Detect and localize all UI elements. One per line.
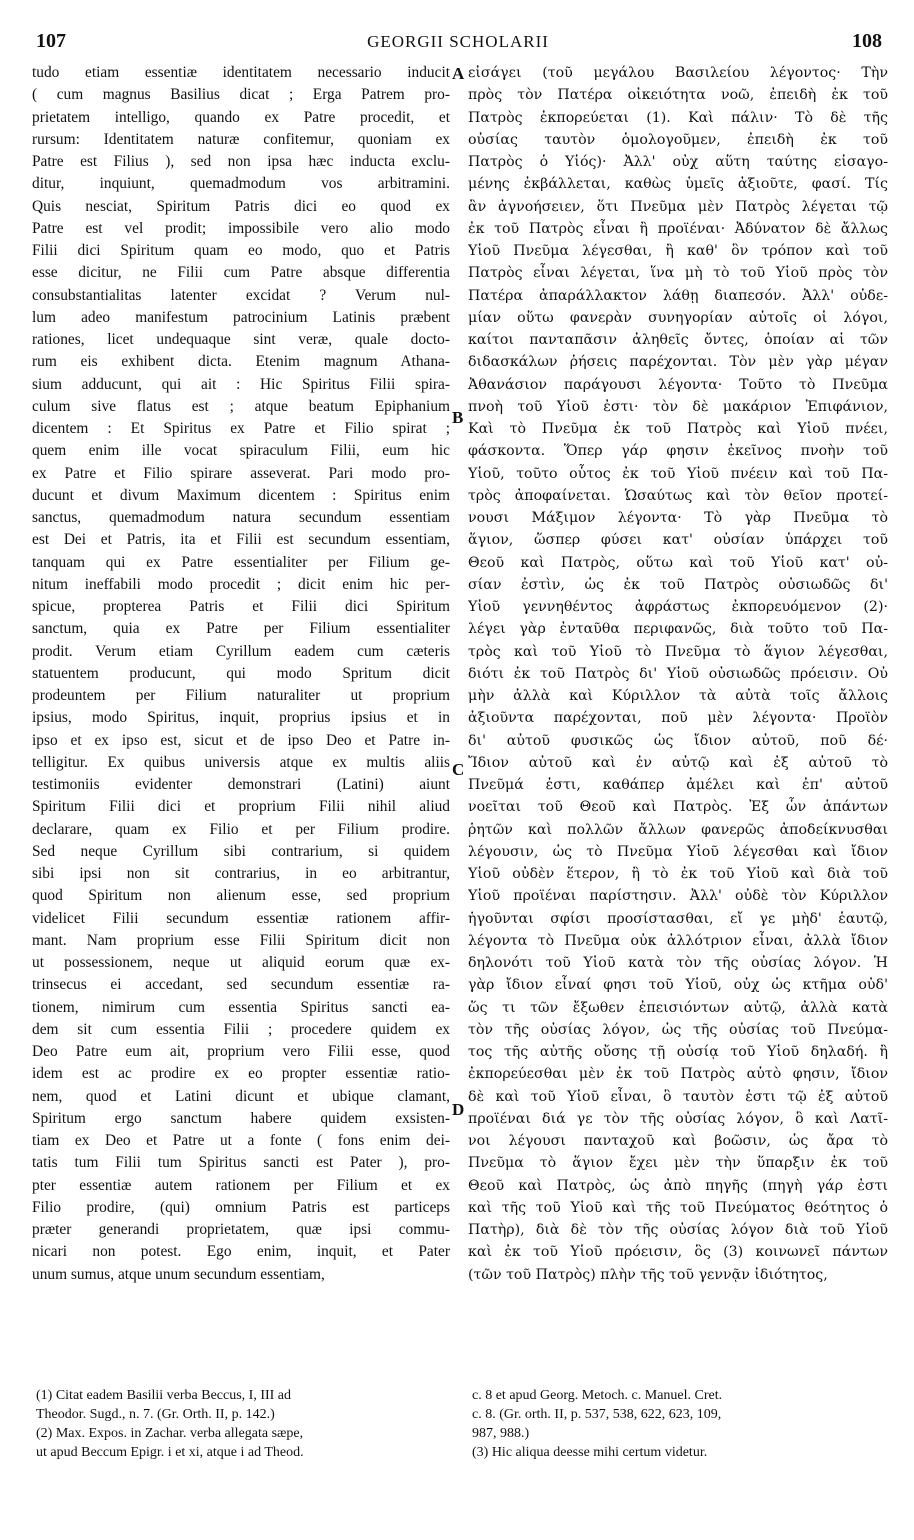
footnote-line: c. 8 et apud Georg. Metoch. c. Manuel. Cret. (472, 1388, 723, 1403)
text-line: Πνεῦμά ἐστι, καθάπερ ἀμέλει καὶ ἐπ' αὐτοῦ (468, 777, 888, 793)
text-line: idem est ac prodire ex eo propter essentiæ ratio- (32, 1065, 450, 1083)
text-line: prodit. Verum etiam Cyrillum eadem cum cæteris (32, 642, 450, 660)
text-line: ῥητῶν καὶ πολλῶν ἄλλων φανερῶς ἀποδείκνυσθαι (468, 821, 888, 838)
text-line: ut possessionem, neque ut aliquid eorum quæ ex- (32, 954, 450, 971)
text-line: præter generandi proprietatem, quæ ipsi commu- (32, 1221, 450, 1238)
text-line: Spiritum Filii dici et proprium Filii nihil aliud (32, 798, 450, 816)
text-line: tatis tum Filii tum Spiritus sancti est Pater ), pro- (32, 1154, 450, 1172)
text-line: Quis nesciat, Spiritum Patris dici eo quod ex (32, 197, 450, 215)
text-line: Υἱοῦ προϊέναι παρίστησιν. Ἀλλ' οὐδὲ τὸν Κύριλλον (468, 888, 888, 905)
footnotes-right (472, 1386, 888, 1462)
text-line: μένης ἐκβάλλεται, καθὼς ὑμεῖς ἀξιοῦτε, φασί. Τίς (468, 176, 888, 193)
text-line: quod Spiritum non alienum esse, sed proprium (32, 887, 450, 905)
greek-column (468, 62, 888, 1286)
text-line: prodeuntem per Filium naturaliter ut proprium (32, 687, 450, 704)
text-line: Πατρὸς ὁ Υἱός)· Ἀλλ' οὐχ αὕτη ταύτης εἰσαγο- (468, 154, 888, 170)
text-line: (τῶν τοῦ Πατρὸς) πλὴν τῆς τοῦ γεννᾷν ἰδιότητος, (468, 1266, 828, 1283)
margin-marker-a: A (452, 64, 465, 83)
footnote-line: c. 8. (Gr. orth. II, p. 537, 538, 622, 623, 109, (472, 1407, 722, 1422)
text-line: ἐκ τοῦ Πατρὸς εἶναι ἢ προϊέναι· Ἀδύνατον δὲ ἄλλως (468, 220, 888, 237)
text-line: μὴν ἀλλὰ καὶ Κύριλλον τὰ αὐτὰ τοῖς ἄλλοις (468, 688, 888, 704)
text-line: Filii dici Spiritum quam eo modo, quo et Patris (32, 242, 450, 259)
text-line: ditur, inquiunt, quemadmodum vos arbitramini. (32, 175, 450, 193)
text-line: Patre est vel prodit; impossibile vero alio modo (32, 219, 450, 237)
footnote-line: Theodor. Sugd., n. 7. (Gr. Orth. II, p. 142.) (36, 1407, 275, 1422)
text-line: tanquam qui ex Patre essentialiter per Filium ge- (32, 553, 450, 571)
text-line: Πατρὸς εἶναι λέγεται, ἵνα μὴ τὸ τοῦ Υἱοῦ πρὸς τὸν (468, 265, 888, 282)
margin-marker-c: C (452, 760, 465, 779)
text-line: ipso et ex ipso est, sicut et de ipso Deo et Patre in- (32, 731, 450, 749)
text-line: Filio prodire, (qui) omnium Patris est particeps (32, 1198, 450, 1216)
text-line: Patre est Filius ), sed non ipsa hæc inducta exclu- (32, 153, 450, 170)
text-line: ἅγιον, ὥσπερ φύσει κατ' οὐσίαν ὑπάρχει τοῦ (468, 532, 888, 549)
page-number-right: 108 (852, 30, 882, 52)
text-line: Θεοῦ καὶ Πατρὸς, οὕτω καὶ τοῦ Υἱοῦ κατ' οὐ- (468, 554, 888, 571)
text-line: sanctum, quia ex Patre per Filium essentialiter (32, 620, 450, 638)
text-line: trinsecus ei accedant, sed secundum essentiæ ra- (32, 976, 450, 994)
text-line: πρὸς τὸν Πατέρα οἰκειότητα νοῶ, ἐπειδὴ ἐκ τοῦ (468, 87, 888, 104)
text-line: τος τῆς αὐτῆς οὔσης τῇ οὐσίᾳ τοῦ Υἱοῦ δηλαδή. ἢ (468, 1044, 888, 1060)
text-line: προϊέναι διά γε τὸν τῆς οὐσίας λόγον, ὃ καὶ Λατῖ- (468, 1110, 888, 1127)
text-line: est Dei et Patris, ita et Filii est secundum essentiam, (32, 531, 450, 549)
text-line: ex Patre et Filio spirare asseverat. Pari modo pro- (32, 464, 450, 482)
text-line: rursum: Identitatem naturæ confitemur, quoniam ex (32, 130, 450, 148)
text-line: dem sit cum essentia Filii ; procedere quidem ex (32, 1020, 450, 1038)
footnote-line: (3) Hic aliqua deesse mihi certum videtur. (472, 1445, 708, 1460)
text-line: Υἱοῦ γεννηθέντος ἀφράστως ἐκπορευόμενον (2)· (468, 599, 888, 615)
text-line: δὲ καὶ τοῦ Υἱοῦ εἶναι, ὃ ταυτὸν ἐστι τῷ ἐξ αὐτοῦ (468, 1088, 888, 1105)
footnote-line: (2) Max. Expos. in Zachar. verba allegata sæpe, (36, 1426, 304, 1441)
text-line: spicue, propterea Patris et Filii dici Spiritum (32, 598, 450, 615)
text-line: tionem, nimirum cum essentia Spiritus sancti ea- (32, 998, 450, 1016)
text-line: sibi ipsi non sit contrarius, in eo arbitrantur, (32, 865, 450, 882)
page-header (32, 30, 884, 58)
text-line: nitum ineffabili modo procedit ; dicit enim hic per- (32, 575, 450, 593)
text-line: ἂν ἀγνοήσειεν, ὅτι Πνεῦμα μὲν Πατρὸς λέγεται τῷ (468, 198, 888, 215)
text-line: εἰσάγει (τοῦ μεγάλου Βασιλείου λέγοντος· Τὴν (468, 65, 888, 81)
text-line: Θεοῦ καὶ Πατρὸς, ὡς ἀπὸ πηγῆς (πηγὴ γάρ ἐστι (468, 1177, 888, 1194)
text-line: nicari non potest. Ego enim, inquit, et Pater (32, 1243, 450, 1261)
text-line: νοι λέγουσι πανταχοῦ καὶ βοῶσιν, ὡς ἄρα τὸ (468, 1133, 888, 1149)
text-line: Ἴδιον αὐτοῦ καὶ ἐν αὐτῷ καὶ ἐξ αὐτοῦ τὸ (468, 754, 888, 771)
text-line: statuentem producunt, qui modo Spritum dicit (32, 664, 450, 682)
text-line: Ἀθανάσιον παράγουσι λέγοντα· Τοῦτο τὸ Πνεῦμα (468, 376, 888, 393)
text-line: quem enim ille vocat spiraculum Filii, eum hic (32, 442, 450, 460)
text-line: νουσι Μάξιμον λέγοντα· Τὸ γὰρ Πνεῦμα τὸ (468, 510, 888, 526)
text-line: καὶ ἐκ τοῦ Υἱοῦ πρόεισιν, ὃς (3) κοινωνεῖ πάντων (468, 1244, 888, 1261)
latin-column (32, 62, 450, 1286)
text-line: ἀξιοῦντα παρέχονται, ποῦ μὲν λέγοντα· Προϊὸν (468, 710, 888, 727)
text-line: ἐκπορεύεσθαι μὲν ἐκ τοῦ Πατρὸς αὐτὸ φησιν, ἴδιον (468, 1066, 888, 1083)
text-line: τρὸς καὶ τοῦ Υἱοῦ τὸ Πνεῦμα τὸ ἅγιον λέγεσθαι, (468, 643, 888, 660)
text-line: ipsius, modo Spiritus, inquit, proprius ipsius et in (32, 709, 450, 727)
text-line: Πνεῦμα τὸ ἅγιον ἔχει μὲν τὴν ὕπαρξιν ἐκ τοῦ (468, 1155, 888, 1172)
text-line: rationes, licet undequaque sint veræ, quale docto- (32, 331, 450, 348)
text-line: Πατὴρ), διὰ δὲ τὸν τῆς οὐσίας λόγον διὰ τοῦ Υἱοῦ (468, 1222, 888, 1238)
text-line: Spiritum ergo sanctum habere quidem exsisten- (32, 1109, 450, 1127)
text-line: testimoniis evidenter demonstrari (Latini) aiunt (32, 776, 450, 793)
text-line: lum adeo manifestum patrocinium Latinis præbent (32, 308, 450, 326)
text-line: telligitur. Ex quibus universis atque ex multis aliis (32, 753, 450, 771)
text-line: δηλονότι τοῦ Υἱοῦ κατὰ τὸν τῆς οὐσίας λόγον. Ἡ (468, 955, 888, 971)
text-line: σίαν ἐστὶν, ὡς ἐκ τοῦ Πατρὸς οὐσιωδῶς δι' (468, 576, 888, 593)
text-line: tiam ex Deo et Patre ut a fonte ( fons enim dei- (32, 1132, 450, 1149)
text-line: Υἱοῦ οὐδὲν ἕτερον, ἢ τὸ ἐκ τοῦ Υἱοῦ καὶ διὰ τοῦ (468, 866, 888, 882)
text-line: οὐσίας ταυτὸν ὁμολογοῦμεν, ἐπειδὴ ἐκ τοῦ (468, 131, 888, 148)
text-line: videlicet Filii secundum essentiæ rationem affir- (32, 909, 450, 927)
text-line: ἡγοῦνται σφίσι προσίστασθαι, εἴ γε μὴδ' ἑαυτῷ, (468, 910, 888, 927)
text-line: nem, quod et Latini dicunt et ubique clamant, (32, 1087, 450, 1105)
margin-marker-b: B (452, 408, 464, 427)
text-line: Deo Patre eum ait, proprium vero Filii esse, quod (32, 1043, 450, 1060)
text-line: νοεῖται τοῦ Θεοῦ καὶ Πατρὸς. Ἐξ ὧν ἁπάντων (468, 799, 888, 816)
text-line: mant. Nam proprium esse Filii Spiritum dicit non (32, 931, 450, 949)
text-line: μίαν οὕτω φανερὰν συνηγορίαν αὐτοῖς οἱ λόγοι, (468, 309, 888, 326)
text-line: καίτοι πανταπᾶσιν ἀληθεῖς ὄντες, ὁποίαν αἱ τῶν (468, 332, 888, 348)
text-line: ( cum magnus Basilius dicat ; Erga Patrem pro- (32, 86, 450, 104)
text-line: διδασκάλων ῥήσεις παρέχονται. Τὸν μὲν γὰρ μέγαν (468, 354, 888, 371)
text-line: pter essentiæ autem rationem per Filium et ex (32, 1176, 450, 1194)
text-line: Καὶ τὸ Πνεῦμα ἐκ τοῦ Πατρὸς καὶ Υἱοῦ πνέει, (468, 421, 888, 437)
text-line: φάσκοντα. Ὅπερ γάρ φησιν ἐκεῖνος πνοὴν τοῦ (468, 443, 888, 460)
text-line: Πατρὸς ἐκπορεύεται (1). Καὶ πάλιν· Τὸ δὲ τῆς (468, 109, 888, 126)
text-line: tudo etiam essentiæ identitatem necessario inducit (32, 64, 450, 81)
text-line: Υἱοῦ, τοῦτο οὗτος ἐκ τοῦ Υἱοῦ πνέειν καὶ τοῦ Πα- (468, 465, 888, 482)
text-line: ducunt et divum Maximum dicentem : Spiritus enim (32, 486, 450, 504)
text-line: ὥς τι τῶν ἔξωθεν ἐπεισιόντων αὐτῷ, ἀλλὰ κατὰ (468, 999, 888, 1016)
footnotes-left (36, 1386, 456, 1462)
text-line: consubstantialitas latenter excidat ? Verum nul- (32, 286, 450, 304)
text-line: sium adducunt, qui ait : Hic Spiritus Filii spira- (32, 375, 450, 393)
text-line: dicentem : Et Spiritus ex Patre et Filio spirat ; (32, 420, 450, 437)
text-line: τρὸς ἀποφαίνεται. Ὡσαύτως καὶ τὸν θεῖον προτεί- (468, 487, 888, 504)
text-line: τὸν τῆς οὐσίας λόγον, ὡς τῆς οὐσίας τοῦ Πνεύμα- (468, 1021, 888, 1038)
running-title: GEORGII SCHOLARII (367, 32, 549, 51)
text-line: Sed neque Cyrillum sibi contrarium, si quidem (32, 842, 450, 860)
page-number-left: 107 (36, 30, 66, 52)
text-line: πνοὴ τοῦ Υἱοῦ ἐστι· τὸν δὲ μακάριον Ἐπιφάνιον, (468, 398, 888, 415)
text-line: λέγουσιν, ὡς τὸ Πνεῦμα Υἱοῦ λέγεσθαι καὶ ἴδιον (468, 843, 888, 860)
text-line: Πατέρα ἀπαράλλακτον λάθῃ διαπεσόν. Ἀλλ' οὐδε- (468, 287, 888, 304)
text-line: λέγει γὰρ ἐνταῦθα περιφανῶς, διὰ τοῦτο τοῦ Πα- (468, 621, 888, 638)
text-line: declarare, quam ex Filio et per Filium prodire. (32, 820, 450, 838)
text-line: rum eis exhibent dicta. Etenim magnum Athana- (32, 353, 450, 371)
footnote-line: 987, 988.) (472, 1426, 530, 1441)
text-line: unum sumus, atque unum secundum essentiam, (32, 1265, 325, 1283)
text-line: esse dicitur, ne Filii cum Patre absque differentia (32, 264, 450, 282)
text-line: γὰρ ἴδιον εἶναί φησι τοῦ Υἱοῦ, οὐχ ὡς κτῆμα οὐδ' (468, 977, 888, 994)
text-line: καὶ τῆς τοῦ Υἱοῦ καὶ τῆς τοῦ Πνεύματος θεότητος ὁ (468, 1199, 888, 1216)
text-line: λέγοντα τὸ Πνεῦμα οὐκ ἀλλότριον εἶναι, ἀλλὰ ἴδιον (468, 932, 888, 949)
text-line: sanctus, quemadmodum natura secundum essentiam (32, 509, 450, 526)
footnote-line: (1) Citat eadem Basilii verba Beccus, I, III ad (36, 1388, 292, 1403)
margin-marker-d: D (452, 1100, 465, 1119)
text-line: prietatem intelligo, quando ex Patre procedit, et (32, 108, 450, 126)
footnote-line: ut apud Beccum Epigr. i et xi, atque i ad Theod. (36, 1445, 304, 1460)
text-line: διότι ἐκ τοῦ Πατρὸς δι' Υἱοῦ οὐσιωδῶς πρόεισιν. Οὐ (468, 665, 888, 682)
text-line: culum sive flatus est ; atque beatum Epiphanium (32, 397, 450, 415)
text-line: δι' αὐτοῦ φυσικῶς ὡς ἴδιον αὐτοῦ, ποῦ δέ· (468, 732, 888, 749)
text-line: Υἱοῦ Πνεῦμα λέγεσθαι, ἢ καθ' ὃν τρόπον καὶ τοῦ (468, 243, 888, 259)
